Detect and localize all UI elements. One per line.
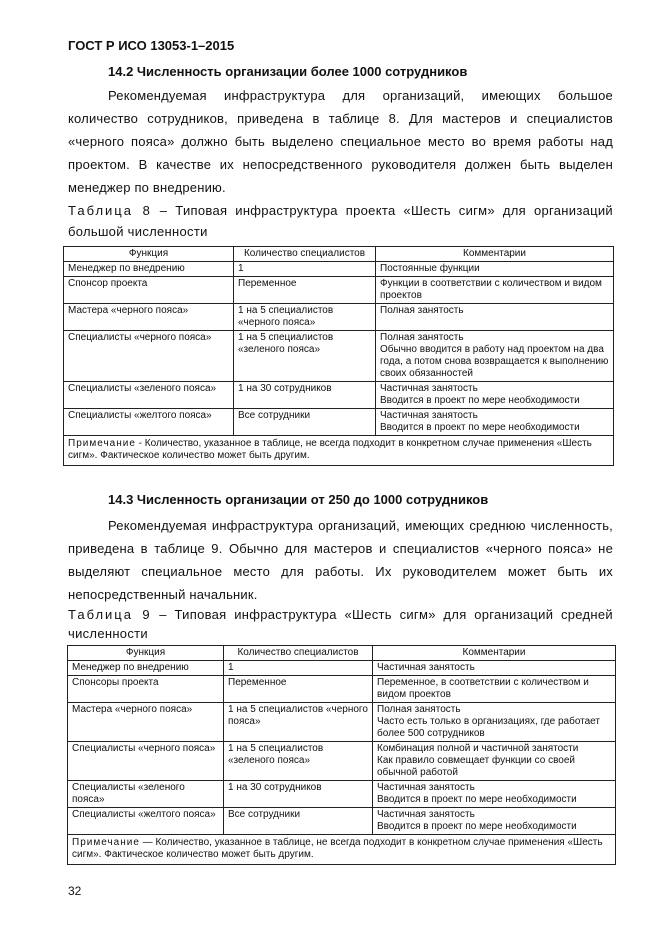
- table-cell: Частичная занятость Вводится в проект по мере необходимости: [376, 409, 614, 436]
- table-cell: Все сотрудники: [224, 808, 373, 835]
- table-cell: Менеджер по внедрению: [64, 262, 234, 277]
- table-cell: Постоянные функции: [376, 262, 614, 277]
- table-cell: Частичная занятость Вводится в проект по мере необходимости: [376, 382, 614, 409]
- column-header-function: Функция: [68, 646, 224, 661]
- section-paragraph-14-3: Рекомендуемая инфраструктура организаций, имеющих среднюю численность, приведена в таблице 9. Обычно для мастеров и специалистов «черного пояса» не выделяют специальное место для работы. Их руководителем может быть их непосредственный начальник.: [68, 518, 613, 602]
- table-cell: 1 на 30 сотрудников: [224, 781, 373, 808]
- table-9: [67, 645, 616, 865]
- table-9-caption-text: – Типовая инфраструктура «Шесть сигм» для организаций средней численности: [68, 607, 613, 641]
- table-cell: Функции в соответствии с количеством и видом проектов: [376, 277, 614, 304]
- table-row: [64, 382, 614, 409]
- table-note-row: [68, 835, 616, 865]
- table-note-text: - Количество, указанное в таблице, не всегда подходит в конкретном случае применения «Шесть сигм». Фактическое количество может быть другим.: [68, 438, 592, 461]
- table-row: [64, 331, 614, 382]
- column-header-comments: Комментарии: [376, 247, 614, 262]
- table-cell: Переменное: [234, 277, 376, 304]
- table-cell: Специалисты «желтого пояса»: [68, 808, 224, 835]
- table-header-row: [68, 646, 616, 661]
- table-row: [64, 262, 614, 277]
- table-row: [68, 781, 616, 808]
- table-cell: Переменное, в соответствии с количеством и видом проектов: [373, 676, 616, 703]
- table-cell: Полная занятость: [376, 304, 614, 331]
- table-cell: 1 на 5 специалистов «черного пояса»: [224, 703, 373, 742]
- table-9-caption: [68, 605, 613, 643]
- column-header-comments: Комментарии: [373, 646, 616, 661]
- table-cell: Частичная занятость: [373, 661, 616, 676]
- column-header-count: Количество специалистов: [224, 646, 373, 661]
- table-cell: Специалисты «черного пояса»: [64, 331, 234, 382]
- table-cell: 1: [224, 661, 373, 676]
- table-8-caption-label: Таблица 8: [68, 203, 152, 218]
- section-heading-14-3: 14.3 Численность организации от 250 до 1000 сотрудников: [108, 492, 489, 507]
- table-cell: 1 на 30 сотрудников: [234, 382, 376, 409]
- table-cell: Менеджер по внедрению: [68, 661, 224, 676]
- column-header-function: Функция: [64, 247, 234, 262]
- table-cell: Частичная занятость Вводится в проект по мере необходимости: [373, 781, 616, 808]
- table-cell: Специалисты «зеленого пояса»: [64, 382, 234, 409]
- table-cell: 1 на 5 специалистов «зеленого пояса»: [224, 742, 373, 781]
- section-heading-14-2: 14.2 Численность организации более 1000 сотрудников: [108, 64, 468, 79]
- table-cell: Мастера «черного пояса»: [68, 703, 224, 742]
- table-8-caption-text: – Типовая инфраструктура проекта «Шесть сигм» для организаций большой численности: [68, 203, 613, 239]
- table-row: [68, 661, 616, 676]
- table-cell: Полная занятость Часто есть только в организациях, где работает более 500 сотрудников: [373, 703, 616, 742]
- page-number: 32: [68, 884, 82, 898]
- table-cell: 1: [234, 262, 376, 277]
- table-cell: Все сотрудники: [234, 409, 376, 436]
- table-note-label: Примечание: [72, 837, 140, 848]
- table-9-caption-label: Таблица 9: [68, 607, 152, 622]
- table-cell: Специалисты «зеленого пояса»: [68, 781, 224, 808]
- table-cell: 1 на 5 специалистов «черного пояса»: [234, 304, 376, 331]
- table-8-caption: [68, 200, 613, 242]
- table-8: [63, 246, 614, 466]
- table-cell: Мастера «черного пояса»: [64, 304, 234, 331]
- table-row: [64, 409, 614, 436]
- table-note-row: [64, 436, 614, 466]
- table-row: [68, 808, 616, 835]
- column-header-count: Количество специалистов: [234, 247, 376, 262]
- table-cell: Спонсоры проекта: [68, 676, 224, 703]
- table-row: [68, 742, 616, 781]
- table-note-text: — Количество, указанное в таблице, не всегда подходит в конкретном случае применения «Шесть сигм». Фактическое количество может быть другим.: [72, 837, 603, 860]
- table-note: [68, 835, 616, 865]
- section-paragraph-14-2: Рекомендуемая инфраструктура для организаций, имеющих большое количество сотрудников, приведена в таблице 8. Для мастеров и специалистов «черного пояса» должно быть выделено специальное место во время работы над проектом. В качестве их непосредственного руководителя должен быть выделен менеджер по внедрению.: [68, 88, 613, 195]
- table-row: [68, 676, 616, 703]
- table-header-row: [64, 247, 614, 262]
- table-cell: 1 на 5 специалистов «зеленого пояса»: [234, 331, 376, 382]
- table-note-label: Примечание: [68, 438, 136, 449]
- table-cell: Частичная занятость Вводится в проект по мере необходимости: [373, 808, 616, 835]
- document-header: ГОСТ Р ИСО 13053-1–2015: [68, 38, 235, 53]
- table-cell: Комбинация полной и частичной занятости Как правило совмещает функции со своей обычной работой: [373, 742, 616, 781]
- table-row: [68, 703, 616, 742]
- table-cell: Специалисты «черного пояса»: [68, 742, 224, 781]
- table-row: [64, 304, 614, 331]
- table-cell: Переменное: [224, 676, 373, 703]
- table-cell: Специалисты «желтого пояса»: [64, 409, 234, 436]
- table-note: [64, 436, 614, 466]
- table-cell: Спонсор проекта: [64, 277, 234, 304]
- table-row: [64, 277, 614, 304]
- table-cell: Полная занятость Обычно вводится в работу над проектом на два года, а потом снова возвращается к выполнению своих обязанностей: [376, 331, 614, 382]
